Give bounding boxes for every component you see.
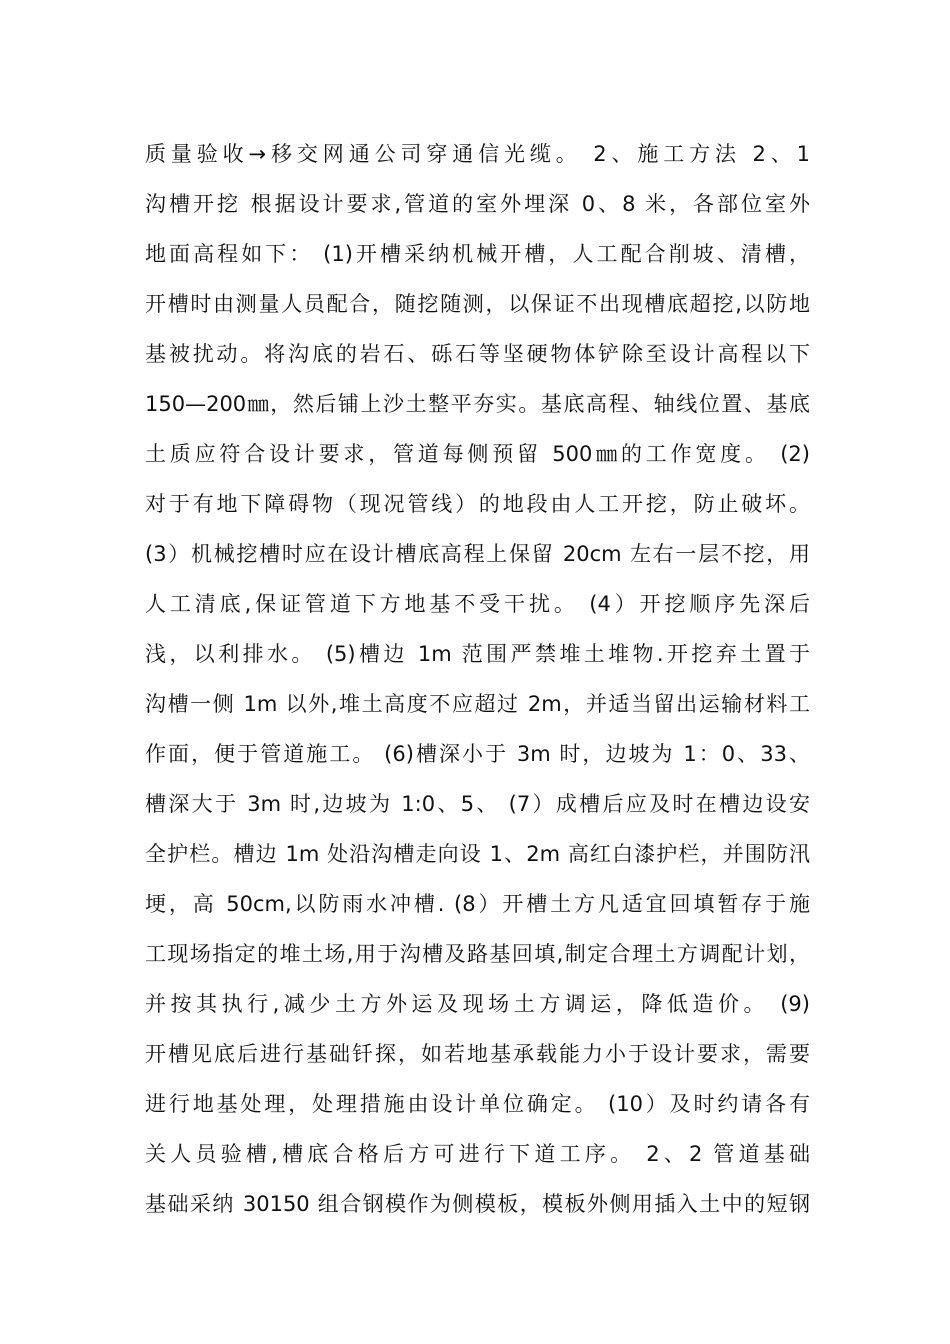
text-line-9: (3）机械挖槽时应在设计槽底高程上保留 20cm 左右一层不挖，用 (145, 542, 810, 566)
text-line-14: 槽深大于 3m 时,边坡为 1:0、5、 (7）成槽后应及时在槽边设安 (145, 792, 810, 816)
text-line-6: 150—200㎜，然后铺上沙土整平夯实。基底高程、轴线位置、基底 (145, 392, 810, 416)
text-line-18: 并按其执行,减少土方外运及现场土方调运，降低造价。 (9) (145, 992, 810, 1016)
text-line-13: 作面，便于管道施工。 (6)槽深小于 3m 时，边坡为 1：0、33、 (145, 742, 810, 766)
text-line-5: 基被扰动。将沟底的岩石、砾石等坚硬物体铲除至设计高程以下 (145, 342, 810, 366)
text-line-7: 土质应符合设计要求，管道每侧预留 500㎜的工作宽度。 (2) (145, 442, 810, 466)
text-line-4: 开槽时由测量人员配合，随挖随测，以保证不出现槽底超挖,以防地 (145, 292, 810, 316)
text-line-15: 全护栏。槽边 1m 处沿沟槽走向设 1、2m 高红白漆护栏，并围防汛 (145, 842, 810, 866)
text-line-10: 人工清底,保证管道下方地基不受干扰。 (4）开挖顺序先深后 (145, 592, 810, 616)
text-line-11: 浅，以利排水。 (5)槽边 1m 范围严禁堆土堆物.开挖弃土置于 (145, 642, 810, 666)
text-line-20: 进行地基处理，处理措施由设计单位确定。 (10）及时约请各有 (145, 1092, 810, 1116)
text-line-17: 工现场指定的堆土场,用于沟槽及路基回填,制定合理土方调配计划， (145, 942, 810, 966)
text-line-8: 对于有地下障碍物（现况管线）的地段由人工开挖，防止破坏。 (145, 492, 810, 516)
text-line-12: 沟槽一侧 1m 以外,堆土高度不应超过 2m，并适当留出运输材料工 (145, 692, 810, 716)
text-line-2: 沟槽开挖 根据设计要求,管道的室外埋深 0、8 米，各部位室外 (145, 192, 810, 216)
text-line-22: 基础采纳 30150 组合钢模作为侧模板，模板外侧用插入土中的短钢 (145, 1192, 810, 1216)
body-text (145, 129, 810, 1229)
text-line-19: 开槽见底后进行基础钎探，如若地基承载能力小于设计要求，需要 (145, 1042, 810, 1066)
text-line-1: 质量验收→移交网通公司穿通信光缆。 2、施工方法 2、1 (145, 142, 810, 166)
text-line-16: 埂，高 50cm,以防雨水冲槽. (8）开槽土方凡适宜回填暂存于施 (145, 892, 810, 916)
text-line-21: 关人员验槽,槽底合格后方可进行下道工序。 2、2 管道基础 (145, 1142, 810, 1166)
text-line-3: 地面高程如下： (1)开槽采纳机械开槽，人工配合削坡、清槽， (145, 242, 810, 266)
